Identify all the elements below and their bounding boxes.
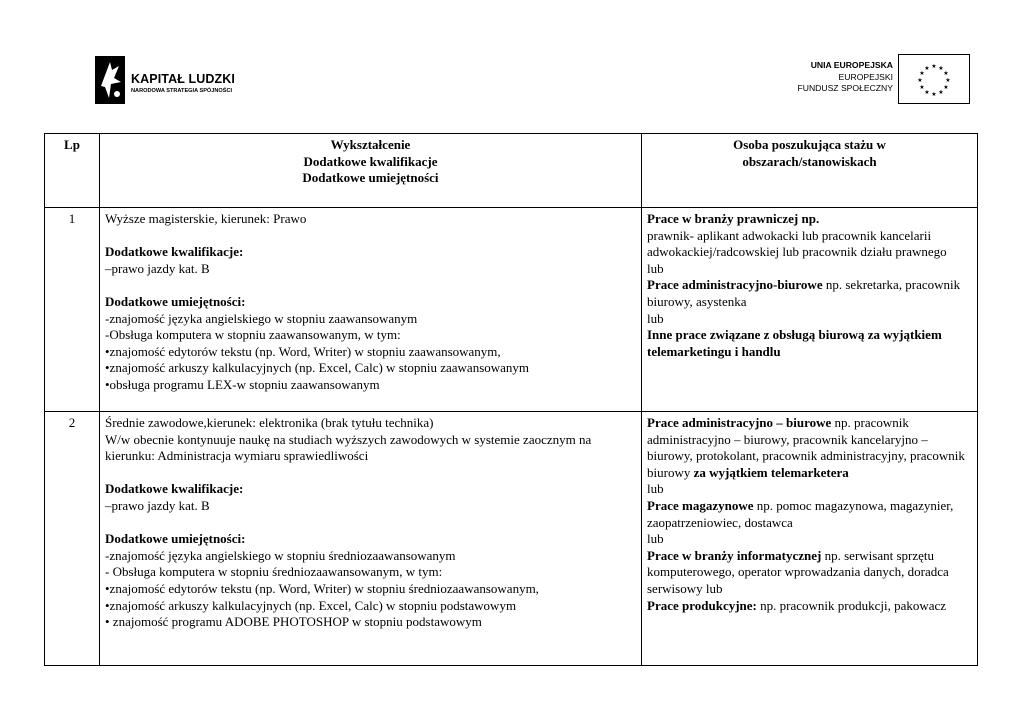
position-heading: Inne prace związane z obsługą biurową za wyjątkiem telemarketingu i handlu	[647, 327, 942, 359]
position-or: lub	[647, 260, 664, 276]
eu-logo-text	[798, 60, 894, 95]
svg-text:★: ★	[938, 89, 944, 96]
table-header-row	[45, 134, 978, 208]
skill-item: •znajomość edytorów tekstu (np. Word, Writer) w stopniu zaawansowanym,	[105, 343, 501, 359]
qualifications-heading: Dodatkowe kwalifikacje:	[105, 244, 244, 260]
skill-item: •znajomość arkuszy kalkulacyjnych (np. Excel, Calc) w stopniu zaawansowanym	[105, 360, 530, 376]
eu-flag-icon	[898, 54, 970, 104]
education-studies: W/w obecnie kontynuuje naukę na studiach wyższych zawodowych w systemie zaocznym na kierunku: Administracja wymiaru sprawiedliwości	[105, 431, 592, 464]
kapital-ludzki-emblem-icon	[95, 56, 125, 104]
eu-line-1: UNIA EUROPEJSKA	[810, 60, 893, 70]
svg-text:★: ★	[919, 84, 925, 91]
skill-item: •znajomość arkuszy kalkulacyjnych (np. Excel, Calc) w stopniu podstawowym	[105, 597, 517, 613]
position-text: np. pracownik administracyjno – biurowy, pracownik kancelaryjno – biurowy, protokolant, pracownik administracyjny, pracownik biurowy	[647, 415, 965, 480]
skill-item: • znajomość programu ADOBE PHOTOSHOP w stopniu podstawowym	[105, 614, 482, 630]
position-or: lub	[647, 531, 664, 547]
svg-text:★: ★	[924, 65, 930, 72]
svg-text:★: ★	[919, 70, 925, 77]
eu-line-3: FUNDUSZ SPOŁECZNY	[797, 83, 893, 93]
header-education-line: Dodatkowe umiejętności	[302, 170, 439, 186]
skill-item: - Obsługa komputera w stopniu średniozaawansowanym, w tym:	[105, 564, 443, 580]
qualification-item: –prawo jazdy kat. B	[105, 260, 210, 276]
svg-text:★: ★	[917, 77, 923, 84]
skill-item: •obsługa programu LEX-w stopniu zaawansowanym	[105, 376, 380, 392]
position-exception: za wyjątkiem telemarketera	[693, 464, 849, 480]
row-number: 1	[45, 208, 100, 412]
education-degree: Wyższe magisterskie, kierunek: Prawo	[105, 211, 307, 226]
position-text: np. serwisant sprzętu komputerowego, operator wprowadzania danych, doradca serwisowy lub	[647, 547, 949, 596]
positions-cell	[642, 412, 978, 666]
table-row	[45, 412, 978, 666]
position-or: lub	[647, 310, 664, 326]
skill-item: -znajomość języka angielskiego w stopniu średniozaawansowanym	[105, 547, 456, 563]
qualifications-heading: Dodatkowe kwalifikacje:	[105, 481, 244, 497]
svg-text:★: ★	[943, 70, 949, 77]
position-heading: Prace administracyjno – biurowe	[647, 415, 832, 430]
position-heading: Prace magazynowe	[647, 497, 754, 513]
svg-text:★: ★	[931, 91, 937, 98]
row-number: 2	[45, 412, 100, 666]
svg-text:★: ★	[943, 84, 949, 91]
skill-item: -znajomość języka angielskiego w stopniu zaawansowanym	[105, 310, 418, 326]
skill-item: -Obsługa komputera w stopniu zaawansowanym, w tym:	[105, 327, 401, 343]
header-positions-line: Osoba poszukująca stażu w	[733, 137, 886, 152]
qualification-item: –prawo jazdy kat. B	[105, 497, 210, 513]
position-text: prawnik- aplikant adwokacki lub pracownik kancelarii adwokackiej/radcowskiej lub pracownik działu prawnego	[647, 227, 947, 260]
svg-text:★: ★	[945, 77, 951, 84]
kapital-ludzki-logo	[95, 56, 255, 106]
eu-logo	[770, 52, 975, 106]
header-education-line: Wykształcenie	[330, 137, 411, 152]
positions-cell	[642, 208, 978, 412]
position-heading: Prace produkcyjne:	[647, 597, 757, 613]
skill-item: •znajomość edytorów tekstu (np. Word, Writer) w stopniu średniozaawansowanym,	[105, 580, 539, 596]
position-heading: Prace w branży prawniczej np.	[647, 211, 820, 226]
table-row	[45, 208, 978, 412]
skills-heading: Dodatkowe umiejętności:	[105, 293, 246, 309]
education-degree: Średnie zawodowe,kierunek: elektronika (brak tytułu technika)	[105, 415, 434, 430]
position-text: np. pomoc magazynowa, magazynier, zaopatrzeniowiec, dostawca	[647, 497, 954, 530]
svg-text:★: ★	[924, 89, 930, 96]
header-lp: Lp	[45, 134, 100, 208]
kapital-ludzki-subtitle: NARODOWA STRATEGIA SPÓJNOŚCI	[131, 88, 233, 94]
header-positions	[642, 134, 978, 208]
education-cell	[100, 412, 642, 666]
position-or: lub	[647, 481, 664, 497]
education-cell	[100, 208, 642, 412]
position-heading: Prace w branży informatycznej	[647, 547, 822, 563]
kapital-ludzki-title: KAPITAŁ LUDZKI	[131, 72, 235, 86]
skills-heading: Dodatkowe umiejętności:	[105, 531, 246, 547]
svg-text:★: ★	[931, 63, 937, 70]
eu-line-2: EUROPEJSKI	[838, 71, 893, 82]
position-text: np. pracownik produkcji, pakowacz	[760, 597, 947, 613]
position-text: np. sekretarka, pracownik biurowy, asystenka	[647, 277, 961, 309]
position-heading: Prace administracyjno-biurowe	[647, 277, 823, 293]
header-positions-line: obszarach/stanowiskach	[742, 153, 877, 169]
svg-text:★: ★	[938, 65, 944, 72]
header-education	[100, 134, 642, 208]
header-education-line: Dodatkowe kwalifikacje	[303, 153, 438, 169]
internship-table	[44, 133, 978, 666]
